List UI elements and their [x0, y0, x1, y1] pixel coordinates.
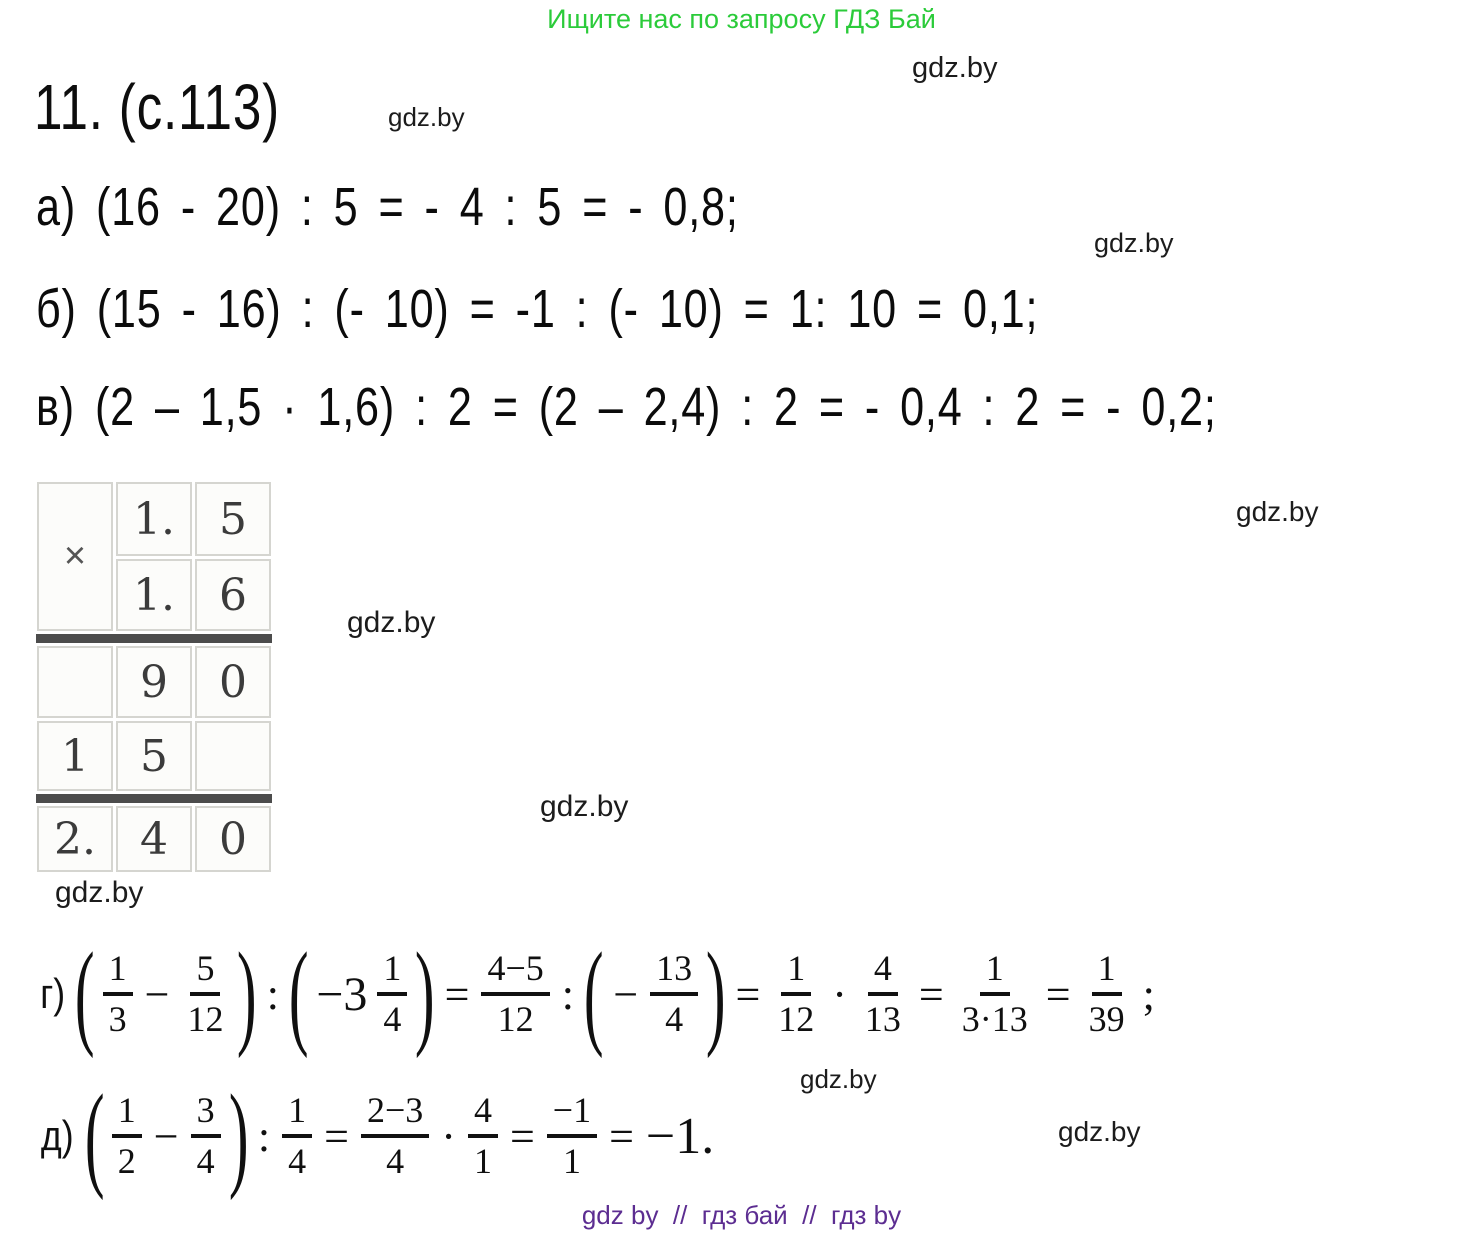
table-cell: 9 [116, 646, 192, 718]
parenthesis: ( [84, 1069, 104, 1201]
denominator: 3·13 [961, 999, 1028, 1039]
denominator: 12 [187, 999, 224, 1039]
parenthesis: ( [288, 927, 309, 1059]
watermark: gdz.by [912, 52, 998, 84]
denominator: 2 [117, 1141, 136, 1181]
fraction [181, 947, 229, 1041]
watermark: gdz.by [1094, 228, 1174, 258]
numerator: 1 [1092, 947, 1122, 996]
table-cell: 5 [195, 482, 271, 556]
table-cell [37, 646, 113, 718]
numerator: 1 [103, 947, 133, 996]
fraction [112, 1089, 142, 1183]
table-rule [36, 634, 272, 643]
watermark: gdz.by [1058, 1116, 1141, 1147]
fraction [468, 1089, 498, 1183]
table-cell: 6 [195, 559, 271, 631]
numerator: 1 [377, 947, 407, 996]
equation-v: в) (2 – 1,5 · 1,6) : 2 = (2 – 2,4) : 2 = - 0,4 : 2 = - 0,2; [36, 377, 1217, 437]
fraction [956, 947, 1034, 1041]
denominator: 4 [383, 999, 402, 1039]
math-symbol: = [1045, 969, 1071, 1019]
denominator: 4 [665, 999, 684, 1039]
math-symbol: = [509, 1111, 535, 1161]
equation-d [38, 1069, 715, 1201]
math-symbol: = [609, 1111, 634, 1161]
numerator: 13 [650, 947, 698, 996]
multiply-sign: × [37, 482, 113, 631]
watermark: gdz.by [347, 606, 436, 639]
numerator: 1 [980, 947, 1010, 996]
table-cell: 0 [195, 646, 271, 718]
math-symbol: ; [1142, 969, 1155, 1019]
fraction [1083, 947, 1131, 1041]
fraction [859, 947, 907, 1041]
multiplication-table [37, 482, 271, 872]
footer-links: gdz by // гдз бай // гдз by [581, 1200, 902, 1230]
watermark: gdz.by [540, 790, 629, 823]
fraction [103, 947, 133, 1041]
fraction [772, 947, 820, 1041]
page-title: 11. (с.113) [34, 71, 280, 143]
table-cell [195, 721, 271, 791]
math-symbol: · [441, 1111, 456, 1161]
fraction [547, 1089, 597, 1183]
numerator: 5 [190, 947, 220, 996]
result-value: −1. [645, 1107, 715, 1165]
table-cell: 0 [195, 806, 271, 872]
numerator: 1 [781, 947, 811, 996]
numerator: 4−5 [481, 947, 549, 996]
denominator: 1 [562, 1141, 581, 1181]
parenthesis: ) [228, 1069, 249, 1201]
fraction [282, 1089, 312, 1183]
denominator: 4 [196, 1141, 215, 1181]
denominator: 12 [778, 999, 815, 1039]
numerator: 3 [191, 1089, 221, 1138]
header-promo: Ищите нас по запросу ГДЗ Бай [547, 4, 936, 34]
math-symbol: − [153, 1111, 179, 1161]
denominator: 13 [864, 999, 901, 1039]
fraction [361, 1089, 429, 1183]
watermark: gdz.by [388, 102, 465, 132]
math-symbol: − [144, 969, 170, 1019]
numerator: 1 [282, 1089, 312, 1138]
watermark: gdz.by [1236, 496, 1319, 527]
watermark: gdz.by [55, 876, 144, 909]
table-rule [36, 794, 272, 803]
numerator: 1 [112, 1089, 142, 1138]
equation-g [38, 927, 1157, 1059]
fraction [481, 947, 549, 1041]
denominator: 1 [473, 1141, 492, 1181]
math-symbol: = [324, 1111, 349, 1161]
fraction [191, 1089, 221, 1183]
math-symbol: : [561, 969, 575, 1019]
item-label: д) [40, 1112, 74, 1159]
fraction [377, 947, 407, 1041]
math-symbol: : [266, 969, 279, 1019]
table-cell: 1. [116, 559, 192, 631]
math-symbol: = [918, 969, 944, 1019]
denominator: 4 [288, 1141, 307, 1181]
math-symbol: = [735, 969, 761, 1019]
numerator: −1 [547, 1089, 597, 1138]
parenthesis: ( [583, 927, 604, 1059]
math-symbol: −3 [316, 967, 368, 1021]
numerator: 4 [468, 1089, 498, 1138]
table-cell: 1 [37, 721, 113, 791]
table-cell: 1. [116, 482, 192, 556]
math-symbol: = [444, 969, 470, 1019]
numerator: 4 [868, 947, 898, 996]
parenthesis: ) [237, 927, 257, 1059]
denominator: 4 [386, 1141, 405, 1181]
numerator: 2−3 [361, 1089, 429, 1138]
equation-b: б) (15 - 16) : (- 10) = -1 : (- 10) = 1: 10 = 0,1; [36, 279, 1039, 339]
equation-a: а) (16 - 20) : 5 = - 4 : 5 = - 0,8; [36, 177, 739, 237]
table-cell: 4 [116, 806, 192, 872]
denominator: 3 [108, 999, 127, 1039]
watermark: gdz.by [800, 1064, 877, 1094]
parenthesis: ( [75, 927, 95, 1059]
item-label: г) [40, 970, 66, 1017]
parenthesis: ) [705, 927, 726, 1059]
fraction [650, 947, 698, 1041]
denominator: 39 [1088, 999, 1125, 1039]
table-cell: 2. [37, 806, 113, 872]
table-cell: 5 [116, 721, 192, 791]
parenthesis: ) [415, 927, 435, 1059]
denominator: 12 [497, 999, 534, 1039]
math-symbol: · [832, 969, 847, 1019]
math-symbol: − [613, 969, 639, 1019]
math-symbol: : [257, 1111, 271, 1161]
